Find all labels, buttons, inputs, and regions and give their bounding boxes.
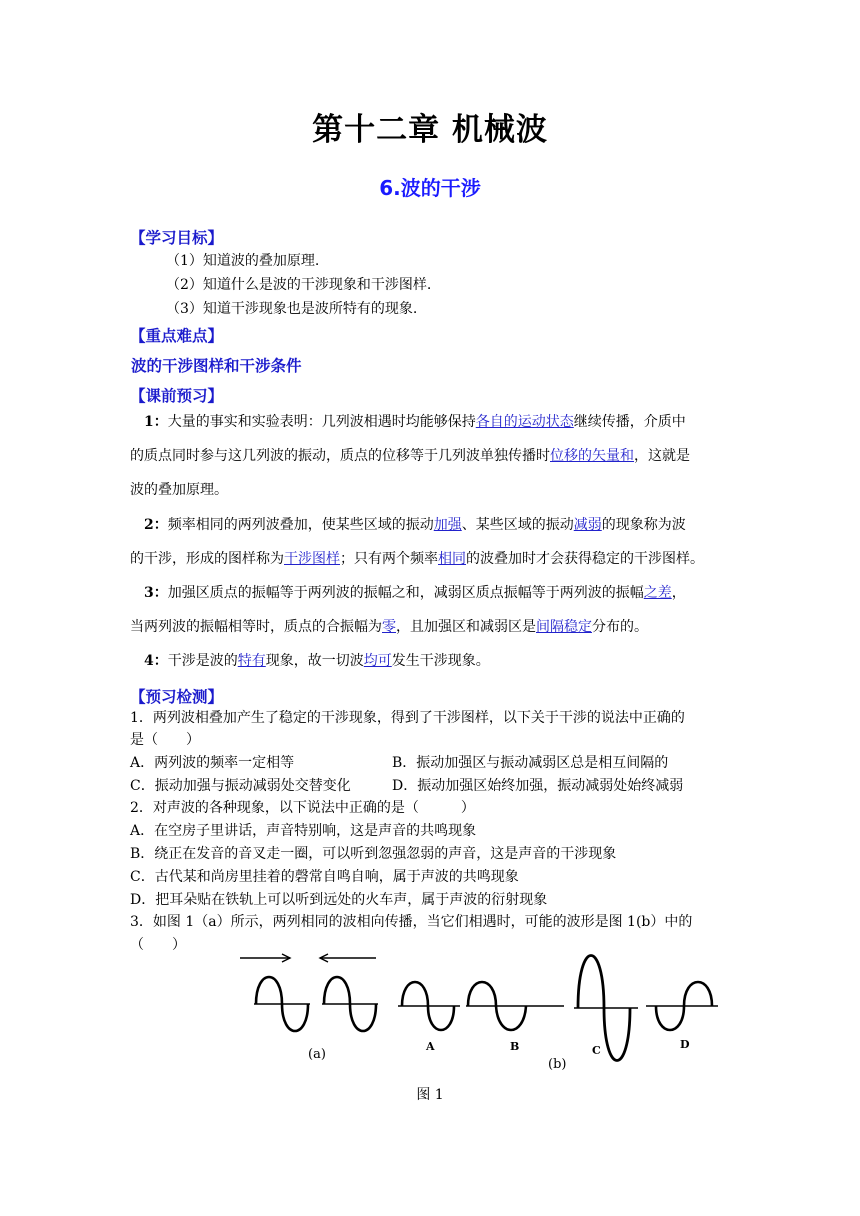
- wave-a-left: [254, 977, 310, 1031]
- wave-figure: [232, 944, 728, 1076]
- text: 当两列波的振幅相等时，质点的合振幅为: [130, 619, 382, 635]
- text: 波的叠加原理。: [130, 482, 228, 498]
- question-1-option-b: B．振动加强区与振动减弱区总是相互间隔的: [392, 755, 669, 771]
- answer-blank: 减弱: [573, 517, 602, 533]
- question-2-option-c: C．古代某和尚房里挂着的磬常自鸣自响，属于声波的共鸣现象: [130, 869, 519, 885]
- answer-blank: 均可: [363, 653, 392, 669]
- figure-caption: 图 1: [416, 1087, 444, 1103]
- objective-item: （1）知道波的叠加原理.: [166, 253, 320, 269]
- question-2-stem: 2．对声波的各种现象，以下说法中正确的是（ ）: [130, 800, 475, 816]
- text: 频率相同的两列波叠加，使某些区域的振动: [167, 517, 434, 533]
- text: ，且加强区和减弱区是: [396, 619, 536, 635]
- question-1-option-d: D．振动加强区始终加强，振动减弱处始终减弱: [392, 778, 684, 794]
- preview-heading: 【课前预习】: [130, 387, 224, 405]
- preview-paragraph-3: [130, 576, 730, 644]
- question-3-stem: 3．如图 1（a）所示，两列相同的波相向传播，当它们相遇时，可能的波形是图 1(b）中的: [130, 914, 693, 930]
- wave-label-a: A: [426, 1040, 435, 1053]
- objective-item: （3）知道干涉现象也是波所特有的现象.: [166, 301, 418, 317]
- paragraph-number: 4：: [144, 653, 168, 669]
- question-1-stem-cont: 是（ ）: [130, 732, 200, 748]
- key-points-heading: 【重点难点】: [130, 327, 224, 345]
- question-2-option-a: A．在空房子里讲话，声音特别响，这是声音的共鸣现象: [130, 823, 477, 839]
- answer-blank: 之差: [643, 585, 672, 601]
- text: 加强区质点的振幅等于两列波的振幅之和，减弱区质点振幅等于两列波的振幅: [167, 585, 644, 601]
- answer-blank: 位移的矢量和: [550, 448, 634, 464]
- text: 现象，故一切波: [265, 653, 364, 669]
- section-title: 6.波的干涉: [379, 176, 481, 200]
- preview-paragraph-4: [130, 644, 730, 678]
- figure-label-b: (b): [548, 1057, 567, 1072]
- answer-blank: 相同: [438, 551, 466, 567]
- wave-option-d: [646, 982, 718, 1030]
- text: 的现象称为波: [601, 517, 686, 533]
- key-points-text: 波的干涉图样和干涉条件: [131, 357, 302, 375]
- answer-blank: 各自的运动状态: [475, 414, 574, 430]
- text: 发生干涉现象。: [391, 653, 490, 669]
- wave-label-b: B: [510, 1040, 520, 1053]
- wave-option-a: [398, 982, 460, 1030]
- text: ，: [671, 585, 686, 601]
- propagation-arrows: [240, 954, 376, 962]
- text: ；只有两个频率: [340, 551, 438, 567]
- wave-option-c: [574, 956, 638, 1061]
- text: 继续传播，介质中: [573, 414, 686, 430]
- paragraph-number: 2：: [144, 517, 168, 533]
- question-2-option-b: B．绕正在发音的音叉走一圈，可以听到忽强忽弱的声音，这是声音的干涉现象: [130, 846, 617, 862]
- question-1-stem: 1．两列波相叠加产生了稳定的干涉现象，得到了干涉图样，以下关于干涉的说法中正确的: [130, 710, 685, 726]
- answer-blank: 加强: [433, 517, 462, 533]
- paragraph-number: 3：: [144, 585, 168, 601]
- preview-paragraph-1: [130, 405, 730, 507]
- question-1-option-c: C．振动加强与振动减弱处交替变化: [130, 778, 351, 794]
- answer-blank: 零: [382, 619, 396, 635]
- wave-option-b: [466, 982, 564, 1030]
- text: 、某些区域的振动: [461, 517, 574, 533]
- wave-a-right: [322, 977, 378, 1031]
- text: 大量的事实和实验表明：几列波相遇时均能够保持: [167, 414, 476, 430]
- preview-paragraph-2: [130, 508, 730, 576]
- text: 的质点同时参与这几列波的振动，质点的位移等于几列波单独传播时: [130, 448, 550, 464]
- question-1-option-a: A．两列波的频率一定相等: [130, 755, 295, 771]
- wave-label-d: D: [680, 1038, 690, 1051]
- paragraph-number: 1：: [144, 414, 168, 430]
- text: 干涉是波的: [167, 653, 238, 669]
- objective-item: （2）知道什么是波的干涉现象和干涉图样.: [166, 277, 432, 293]
- question-2-option-d: D．把耳朵贴在铁轨上可以听到远处的火车声，属于声波的衍射现象: [130, 892, 548, 908]
- figure-label-a: (a): [308, 1047, 326, 1062]
- check-heading: 【预习检测】: [130, 688, 224, 706]
- answer-blank: 特有: [237, 653, 266, 669]
- text: 的波叠加时才会获得稳定的干涉图样。: [466, 551, 704, 567]
- question-3-stem-cont: （ ）: [130, 937, 186, 953]
- wave-label-c: C: [592, 1044, 601, 1057]
- chapter-title: 第十二章 机械波: [312, 112, 548, 148]
- objectives-heading: 【学习目标】: [130, 229, 224, 247]
- answer-blank: 干涉图样: [284, 551, 340, 567]
- answer-blank: 间隔稳定: [536, 619, 592, 635]
- text: ，这就是: [634, 448, 690, 464]
- text: 分布的。: [592, 619, 648, 635]
- text: 的干涉，形成的图样称为: [130, 551, 284, 567]
